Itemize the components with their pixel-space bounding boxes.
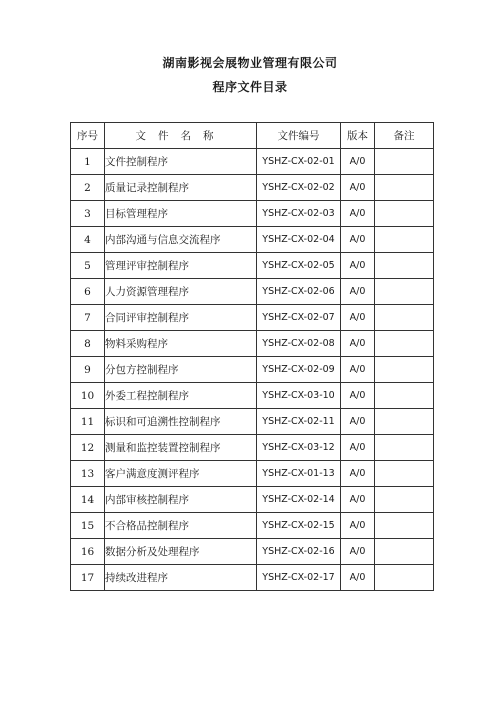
document-name: 管理评审控制程序 [105, 253, 257, 279]
table-row [71, 305, 434, 331]
note-cell [375, 227, 434, 253]
note-cell [375, 331, 434, 357]
document-name: 质量记录控制程序 [105, 175, 257, 201]
version-cell: A/0 [341, 253, 375, 279]
table-row [71, 461, 434, 487]
document-name: 人力资源管理程序 [105, 279, 257, 305]
row-number: 14 [71, 487, 105, 513]
note-cell [375, 487, 434, 513]
version-cell: A/0 [341, 513, 375, 539]
column-header-code: 文件编号 [257, 123, 341, 149]
document-name: 内部沟通与信息交流程序 [105, 227, 257, 253]
document-code: YSHZ-CX-02-02 [257, 175, 341, 201]
column-header-version: 版本 [341, 123, 375, 149]
procedure-catalog-table [70, 122, 434, 591]
table-row [71, 539, 434, 565]
table-row [71, 357, 434, 383]
company-name: 湖南影视会展物业管理有限公司 [162, 56, 338, 70]
document-title: 程序文件目录 [212, 80, 288, 94]
version-cell: A/0 [341, 227, 375, 253]
document-code: YSHZ-CX-02-08 [257, 331, 341, 357]
row-number: 2 [71, 175, 105, 201]
table-row [71, 253, 434, 279]
row-number: 6 [71, 279, 105, 305]
document-code: YSHZ-CX-02-05 [257, 253, 341, 279]
note-cell [375, 539, 434, 565]
row-number: 7 [71, 305, 105, 331]
document-code: YSHZ-CX-02-09 [257, 357, 341, 383]
document-code: YSHZ-CX-03-10 [257, 383, 341, 409]
document-name: 数据分析及处理程序 [105, 539, 257, 565]
document-code: YSHZ-CX-02-04 [257, 227, 341, 253]
document-name: 测量和监控装置控制程序 [105, 435, 257, 461]
note-cell [375, 279, 434, 305]
row-number: 1 [71, 149, 105, 175]
note-cell [375, 149, 434, 175]
document-name: 持续改进程序 [105, 565, 257, 591]
document-name: 内部审核控制程序 [105, 487, 257, 513]
document-code: YSHZ-CX-02-16 [257, 539, 341, 565]
row-number: 15 [71, 513, 105, 539]
version-cell: A/0 [341, 279, 375, 305]
table-row [71, 383, 434, 409]
document-name: 外委工程控制程序 [105, 383, 257, 409]
document-name: 合同评审控制程序 [105, 305, 257, 331]
note-cell [375, 461, 434, 487]
version-cell: A/0 [341, 383, 375, 409]
row-number: 3 [71, 201, 105, 227]
document-code: YSHZ-CX-02-03 [257, 201, 341, 227]
note-cell [375, 383, 434, 409]
version-cell: A/0 [341, 331, 375, 357]
column-header-no: 序号 [71, 123, 105, 149]
table-row [71, 175, 434, 201]
table-row [71, 487, 434, 513]
row-number: 17 [71, 565, 105, 591]
row-number: 13 [71, 461, 105, 487]
row-number: 16 [71, 539, 105, 565]
document-code: YSHZ-CX-02-01 [257, 149, 341, 175]
document-code: YSHZ-CX-03-12 [257, 435, 341, 461]
table-row [71, 227, 434, 253]
row-number: 5 [71, 253, 105, 279]
document-name: 客户满意度测评程序 [105, 461, 257, 487]
note-cell [375, 513, 434, 539]
table-row [71, 279, 434, 305]
version-cell: A/0 [341, 149, 375, 175]
table-row [71, 149, 434, 175]
document-name: 标识和可追溯性控制程序 [105, 409, 257, 435]
row-number: 11 [71, 409, 105, 435]
table-header-row [71, 123, 434, 149]
version-cell: A/0 [341, 175, 375, 201]
version-cell: A/0 [341, 305, 375, 331]
table-row [71, 513, 434, 539]
table-row [71, 435, 434, 461]
document-code: YSHZ-CX-02-15 [257, 513, 341, 539]
document-code: YSHZ-CX-02-06 [257, 279, 341, 305]
note-cell [375, 253, 434, 279]
document-code: YSHZ-CX-02-11 [257, 409, 341, 435]
row-number: 4 [71, 227, 105, 253]
version-cell: A/0 [341, 487, 375, 513]
row-number: 12 [71, 435, 105, 461]
table-row [71, 409, 434, 435]
document-code: YSHZ-CX-01-13 [257, 461, 341, 487]
version-cell: A/0 [341, 435, 375, 461]
document-name: 目标管理程序 [105, 201, 257, 227]
note-cell [375, 357, 434, 383]
document-name: 文件控制程序 [105, 149, 257, 175]
version-cell: A/0 [341, 565, 375, 591]
column-header-note: 备注 [375, 123, 434, 149]
note-cell [375, 409, 434, 435]
note-cell [375, 435, 434, 461]
table-row [71, 565, 434, 591]
version-cell: A/0 [341, 201, 375, 227]
note-cell [375, 305, 434, 331]
note-cell [375, 201, 434, 227]
note-cell [375, 175, 434, 201]
column-header-name: 文件名称 [105, 123, 257, 149]
row-number: 10 [71, 383, 105, 409]
version-cell: A/0 [341, 461, 375, 487]
document-code: YSHZ-CX-02-14 [257, 487, 341, 513]
document-name: 分包方控制程序 [105, 357, 257, 383]
document-name: 不合格品控制程序 [105, 513, 257, 539]
document-code: YSHZ-CX-02-07 [257, 305, 341, 331]
table-row [71, 331, 434, 357]
row-number: 9 [71, 357, 105, 383]
version-cell: A/0 [341, 409, 375, 435]
table-row [71, 201, 434, 227]
document-code: YSHZ-CX-02-17 [257, 565, 341, 591]
version-cell: A/0 [341, 539, 375, 565]
version-cell: A/0 [341, 357, 375, 383]
row-number: 8 [71, 331, 105, 357]
table-body [71, 149, 434, 591]
note-cell [375, 565, 434, 591]
document-name: 物料采购程序 [105, 331, 257, 357]
